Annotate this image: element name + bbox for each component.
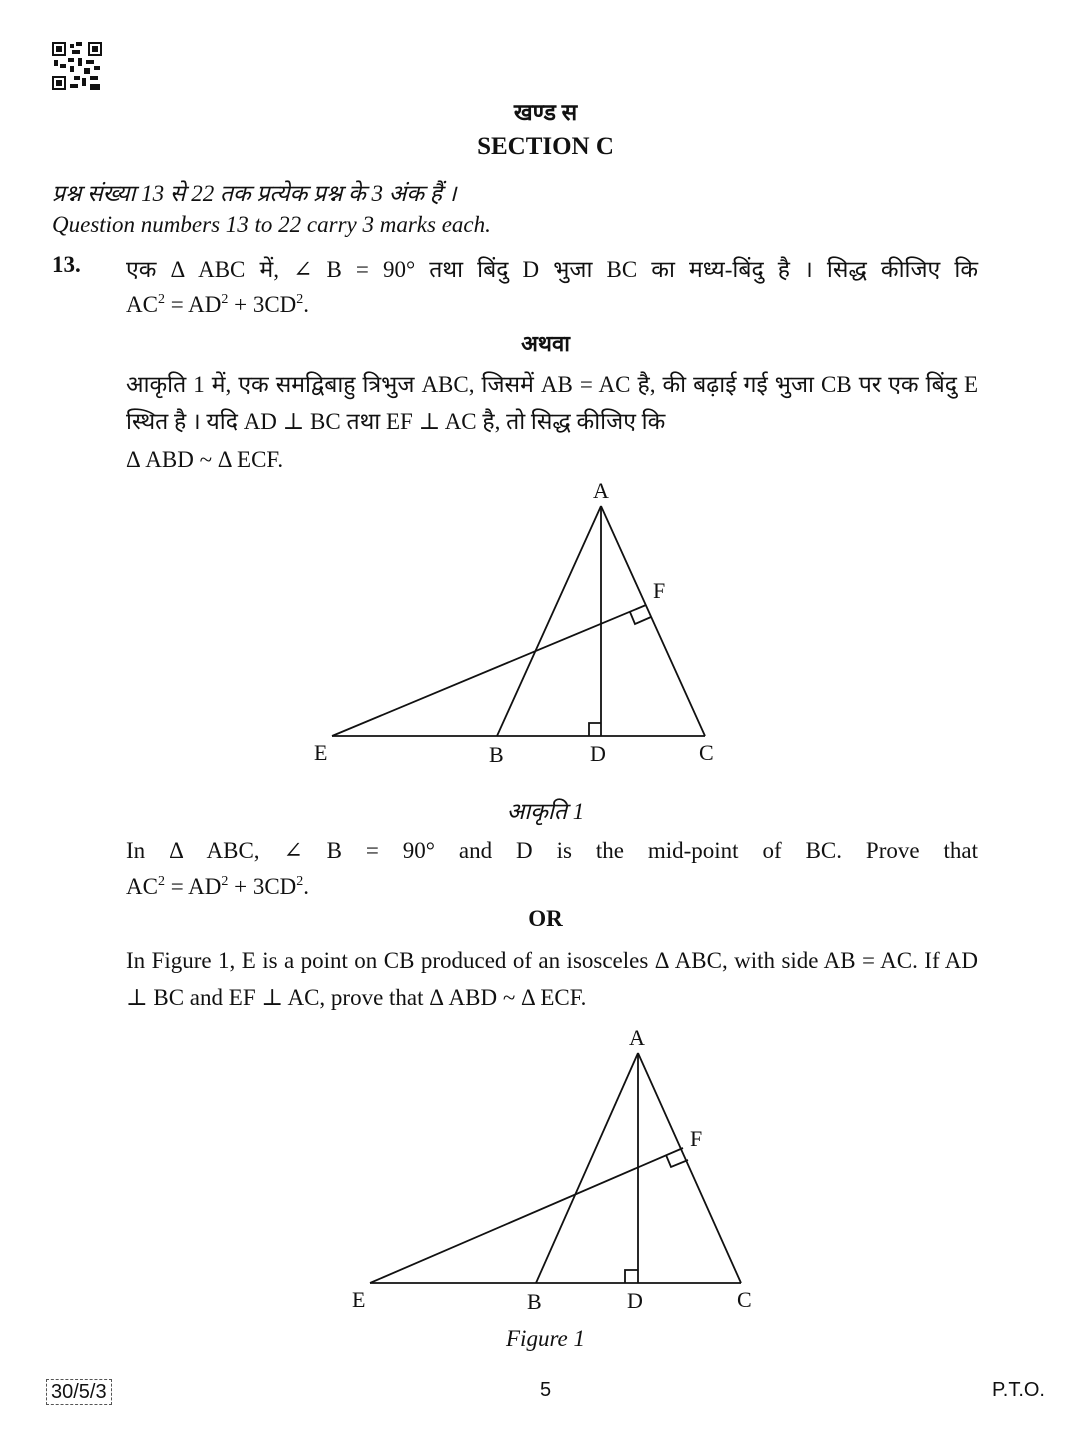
label-c: C <box>699 740 714 765</box>
question-english-part1: In Δ ABC, ∠ B = 90° and D is the mid-point of BC. Prove that <box>126 838 978 863</box>
label-b: B <box>527 1289 542 1314</box>
side-ac <box>638 1053 741 1283</box>
right-angle-mark-d <box>625 1270 638 1283</box>
label-e: E <box>314 740 328 765</box>
question-english-part2: In Figure 1, E is a point on CB produced of an isosceles Δ ABC, with side AB = AC. If AD ⊥ BC and EF ⊥ AC, prove that Δ ABD ~ Δ ECF. <box>126 948 978 1010</box>
right-angle-mark-f <box>630 612 651 624</box>
instruction-hindi: प्रश्न संख्या 13 से 22 तक प्रत्येक प्रश्न के 3 अंक हैं । <box>52 181 457 206</box>
side-ab <box>536 1053 638 1283</box>
section-title-hindi: खण्ड स <box>513 100 578 125</box>
side-ac <box>601 506 705 736</box>
triangle-figure-hindi <box>0 470 1091 770</box>
label-e: E <box>352 1287 366 1312</box>
question-number: 13. <box>52 252 81 277</box>
label-a: A <box>629 1025 645 1050</box>
pto-label: P.T.O. <box>992 1379 1045 1401</box>
triangle-figure-english <box>0 1015 1091 1325</box>
page-number: 5 <box>539 1379 552 1401</box>
figure-caption-english: Figure 1 <box>506 1326 585 1351</box>
qr-code-icon <box>52 42 102 90</box>
formula-english: $AC^2 = AD^2 + 3CD^2$. <box>126 874 310 899</box>
label-f: F <box>690 1126 703 1151</box>
formula-hindi: $AC^2 = AD^2 + 3CD^2$. <box>126 292 310 317</box>
line-ef <box>332 605 646 736</box>
question-hindi-part2: आकृति 1 में, एक समद्विबाहु त्रिभुज ABC, जिसमें AB = AC है, की बढ़ाई गई भुजा CB पर एक बिंदु E स्थित है । यदि AD ⊥ BC तथा EF ⊥ AC है, तो सिद्ध कीजिए कि <box>126 372 978 434</box>
label-b: B <box>489 742 504 767</box>
label-c: C <box>737 1287 752 1312</box>
or-hindi: अथवा <box>521 331 570 356</box>
line-ef <box>370 1148 683 1283</box>
or-english: OR <box>528 906 563 931</box>
label-a: A <box>593 478 609 503</box>
label-d: D <box>590 741 606 766</box>
side-ab <box>497 506 601 736</box>
paper-code: 30/5/3 <box>46 1379 112 1405</box>
label-d: D <box>627 1288 643 1313</box>
figure-caption-hindi: आकृति 1 <box>506 799 585 824</box>
question-hindi-part1: एक Δ ABC में, ∠ B = 90° तथा बिंदु D भुजा BC का मध्य-बिंदु है । सिद्ध कीजिए कि <box>126 257 978 282</box>
question-hindi-part2-end: Δ ABD ~ Δ ECF. <box>126 447 284 472</box>
section-title-english: SECTION C <box>477 133 614 160</box>
right-angle-mark-d <box>589 723 601 736</box>
label-f: F <box>653 578 666 603</box>
instruction-english: Question numbers 13 to 22 carry 3 marks each. <box>52 212 491 237</box>
